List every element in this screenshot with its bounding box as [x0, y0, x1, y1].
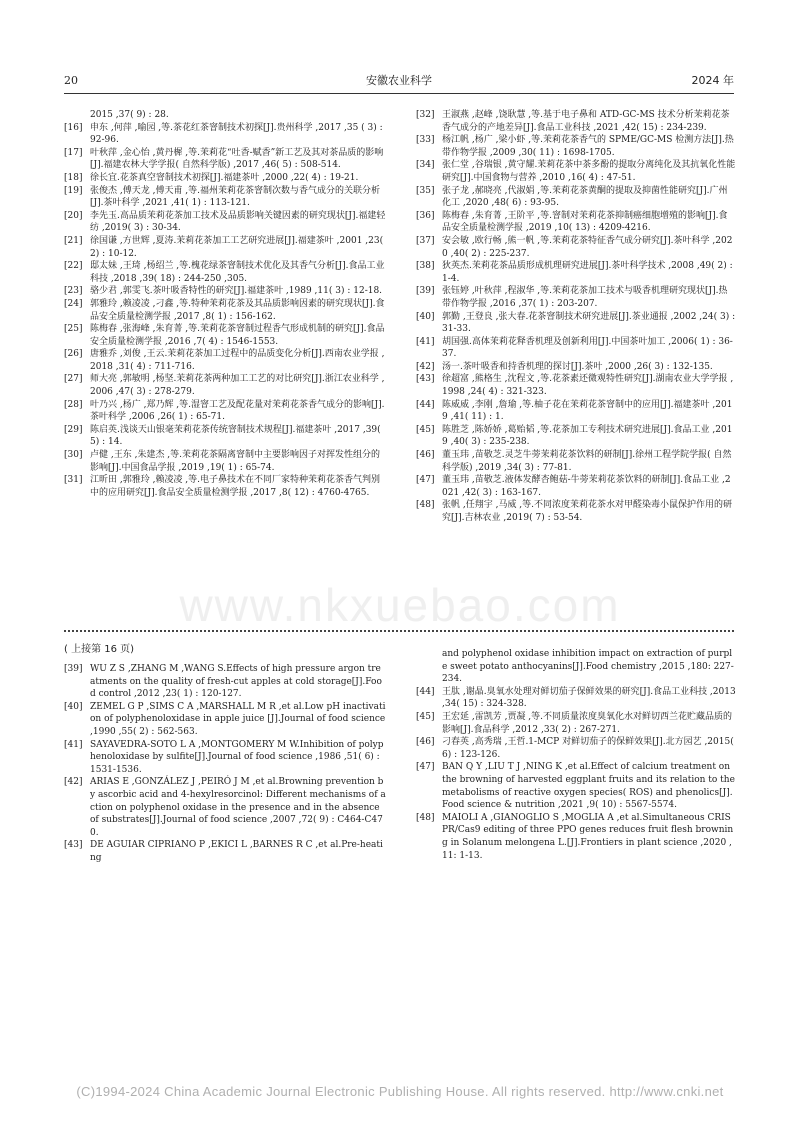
reference-text: 徐国谦 ,方世辉 ,夏涛.茉莉花茶加工工艺研究进展[J].福建茶叶 ,2001 ,23( 2) : 10-12.: [90, 235, 384, 259]
reference-number: [31]: [64, 475, 83, 486]
reference-number: [21]: [64, 235, 83, 246]
reference-text: ZEMEL G P ,SIMS C A ,MARSHALL M R ,et al.Low pH inactivation of polyphenoloxidase in apple juice [J].Journal of food science ,1990 ,55( 2) : 562-563.: [90, 701, 386, 737]
continued-from-label: ( 上接第 16 页): [64, 644, 135, 655]
reference-entry: [64, 373, 386, 398]
reference-number: [44]: [416, 686, 435, 697]
reference-text: 李先玉.高品质茉莉花茶加工技术及品质影响关键因素的研究现状[J].福建轻纺 ,2019( 3) : 30-34.: [90, 210, 386, 234]
reference-text: 卢健 ,王东 ,朱建杰 ,等.茉莉花茶隔离窨制中主要影响因子对挥发性组分的影响[J].中国食品学报 ,2019 ,19( 1) : 65-74.: [90, 450, 381, 473]
reference-entry: [64, 260, 386, 285]
reference-number: [43]: [416, 374, 435, 385]
reference-text: 王淑燕 ,赵峰 ,饶耿慧 ,等.基于电子鼻和 ATD-GC-MS 技术分析茉莉花茶香气成分的产地差异[J].食品工业科技 ,2021 ,42( 15) : 234-239.: [442, 110, 730, 133]
reference-entry: [64, 776, 386, 839]
reference-number: [42]: [64, 777, 83, 788]
reference-entry: [416, 159, 736, 184]
reference-text: SAYAVEDRA-SOTO L A ,MONTGOMERY M W.Inhibition of polyphenoloxidase by sulfite[J].Journal of food science ,1986 ,51( 6) : 1531-1536.: [90, 739, 384, 775]
header-rule: [64, 93, 734, 94]
reference-entry: [416, 399, 736, 424]
reference-entry: [416, 336, 736, 361]
reference-entry: [64, 399, 386, 424]
reference-number: [19]: [64, 185, 83, 196]
reference-entry: [416, 812, 736, 862]
reference-entry: [416, 210, 736, 235]
reference-text: 狄英杰.茉莉花茶品质形成机理研究进展[J].茶叶科学技术 ,2008 ,49( 2) : 1-4.: [442, 261, 733, 284]
reference-number: [37]: [416, 235, 435, 246]
reference-text: 邸太妹 ,王琦 ,杨绍兰 ,等.槐花绿茶窨制技术优化及其香气分析[J].食品工业科技 ,2018 ,39( 18) : 244-250 ,305.: [90, 261, 385, 284]
reference-entry: [64, 235, 386, 260]
reference-text: 张仁堂 ,谷瑞银 ,黄守耀.茉莉花茶中茶多酚的提取分离纯化及其抗氧化性能研究[J].中国食物与营养 ,2010 ,16( 4) : 47-51.: [442, 160, 736, 183]
reference-text: 骆少君 ,郭雯飞.茶叶吸香特性的研究[J].福建茶叶 ,1989 ,11( 3) : 12-18.: [90, 286, 383, 297]
reference-entry: [64, 285, 386, 298]
reference-text: 安会敏 ,欧行畅 ,熊一帆 ,等.茉莉花茶特征香气成分研究[J].茶叶科学 ,2020 ,40( 2) : 225-237.: [442, 235, 733, 259]
reference-entry: [416, 686, 736, 711]
reference-number: [34]: [416, 160, 435, 171]
reference-entry: [64, 474, 386, 499]
reference-number: [33]: [416, 135, 435, 146]
reference-number: [20]: [64, 210, 83, 221]
reference-number: [18]: [64, 172, 83, 183]
reference-entry: [64, 348, 386, 373]
reference-entry: [64, 739, 386, 777]
reference-number: [48]: [416, 812, 435, 823]
reference-number: [23]: [64, 286, 83, 297]
reference-entry: [416, 449, 736, 474]
journal-title: 安徽农业科学: [366, 74, 432, 87]
reference-entry: [64, 185, 386, 210]
reference-entry: [416, 260, 736, 285]
reference-text: 汤一.茶叶吸香和持香机理的探讨[J].茶叶 ,2000 ,26( 3) : 132-135.: [442, 361, 713, 372]
reference-number: [39]: [416, 286, 435, 297]
reference-text: 陈胜芝 ,陈娇娇 ,葛贻韬 ,等.花茶加工专利技术研究进展[J].食品工业 ,2019 ,40( 3) : 235-238.: [442, 424, 733, 448]
reference-number: [45]: [416, 711, 435, 722]
reference-entry: [416, 474, 736, 499]
reference-text: 董玉玮 ,苗敬芝.液体发酵杏鲍菇-牛蒡茉莉花茶饮料的研制[J].食品工业 ,2021 ,42( 3) : 163-167.: [442, 475, 731, 498]
reference-number: [38]: [416, 261, 435, 272]
copyright-footer: (C)1994-2024 China Academic Journal Electronic Publishing House. All rights reserved. http://www.cnki.net: [76, 1084, 724, 1099]
reference-number: [43]: [64, 840, 83, 851]
continued-references-right-column: [416, 648, 736, 862]
reference-number: [35]: [416, 185, 435, 196]
reference-number: [24]: [64, 298, 83, 309]
reference-number: [29]: [64, 424, 83, 435]
reference-text: DE AGUIAR CIPRIANO P ,EKICI L ,BARNES R C ,et al.Pre-heating: [90, 840, 383, 863]
reference-entry: [416, 235, 736, 260]
reference-entry: [64, 122, 386, 147]
reference-text: 刁春英 ,高秀瑞 ,王哲.1-MCP 对鲜切茄子的保鲜效果[J].北方园艺 ,2015( 6) : 123-126.: [442, 737, 734, 760]
reference-number: [16]: [64, 122, 83, 133]
reference-text: 徐长宜.花茶真空窨制技术初探[J].福建茶叶 ,2000 ,22( 4) : 19-21.: [90, 172, 359, 183]
reference-text: 陈梅春 ,朱育菁 ,王阶平 ,等.窨制对茉莉花茶抑制癌细胞增殖的影响[J].食品安全质量检测学报 ,2019 ,10( 13) : 4209-4216.: [442, 210, 728, 234]
reference-text: 杨江帆 ,杨广 ,梁小虾 ,等.茉莉花茶香气的 SPME/GC-MS 检测方法[J].热带作物学报 ,2009 ,30( 11) : 1698-1705.: [442, 135, 734, 158]
reference-number: [39]: [64, 664, 83, 674]
reference-number: [47]: [416, 475, 435, 486]
watermark: www.nkxuebao.com: [179, 579, 621, 631]
reference-number: [40]: [64, 701, 83, 712]
reference-number: [41]: [64, 739, 83, 750]
reference-entry: [416, 499, 736, 524]
reference-entry: [64, 172, 386, 185]
reference-text: 陈梅春 ,张海峰 ,朱育菁 ,等.茉莉花茶窨制过程香气形成机制的研究[J].食品安全质量检测学报 ,2016 ,7( 4) : 1546-1553.: [90, 324, 385, 347]
reference-number: [44]: [416, 399, 435, 410]
reference-number: [25]: [64, 324, 83, 335]
reference-entry: [416, 185, 736, 210]
reference-entry: [64, 424, 386, 449]
reference-entry: [416, 109, 736, 134]
reference-text: 张钰婷 ,叶秋萍 ,程淑华 ,等.茉莉花茶加工技术与吸香机理研究现状[J].热带作物学报 ,2016 ,37( 1) : 203-207.: [442, 286, 728, 309]
reference-number: [27]: [64, 374, 83, 385]
reference-number: [41]: [416, 336, 435, 347]
reference-entry: [64, 147, 386, 172]
reference-entry: [64, 701, 386, 739]
reference-text: 张子龙 ,郝晓亮 ,代淑娟 ,等.茉莉花茶黄酮的提取及抑菌性能研究[J].广州化工 ,2020 ,48( 6) : 93-95.: [442, 185, 728, 209]
reference-entry: [416, 711, 736, 736]
publication-year: 2024 年: [691, 74, 734, 87]
reference-number: [32]: [416, 110, 435, 120]
reference-number: [40]: [416, 311, 435, 322]
page-header: [64, 71, 734, 91]
reference-text: 2015 ,37( 9) : 28.: [90, 110, 169, 120]
reference-number: [47]: [416, 762, 435, 773]
reference-text: 胡国强.高体茉莉花释香机理及创新利用[J].中国茶叶加工 ,2006( 1) : 36-37.: [442, 336, 733, 360]
reference-text: 江昕田 ,郭雅玲 ,赖凌凌 ,等.电子鼻技术在不同厂家特种茉莉花茶香气判别中的应用研究[J].食品安全质量检测学报 ,2017 ,8( 12) : 4760-4765.: [90, 475, 381, 498]
reference-entry: [64, 839, 386, 864]
reference-entry: [64, 663, 386, 701]
reference-entry: [416, 311, 736, 336]
reference-entry: [64, 109, 386, 122]
section-divider: [64, 630, 734, 632]
reference-number: [45]: [416, 424, 435, 435]
reference-number: [28]: [64, 399, 83, 410]
page-number: 20: [64, 74, 78, 87]
reference-entry: [416, 424, 736, 449]
reference-entry: [416, 361, 736, 374]
reference-text: 叶乃兴 ,杨广 ,郑乃辉 ,等.湿窨工艺及配花量对茉莉花茶香气成分的影响[J].茶叶科学 ,2006 ,26( 1) : 65-71.: [90, 399, 385, 423]
reference-text: 王肽 ,谢晶.臭氧水处理对鲜切茄子保鲜效果的研究[J].食品工业科技 ,2013 ,34( 15) : 324-328.: [442, 686, 736, 710]
reference-entry: [64, 298, 386, 323]
reference-text: 张帆 ,任翔宇 ,马威 ,等.不同浓度茉莉花茶水对甲醛染毒小鼠保护作用的研究[J].吉林农业 ,2019( 7) : 53-54.: [442, 500, 733, 523]
reference-entry: [416, 134, 736, 159]
reference-number: [26]: [64, 349, 83, 360]
reference-number: [48]: [416, 500, 435, 511]
reference-text: BAN Q Y ,LIU T J ,NING K ,et al.Effect of calcium treatment on the browning of harvested eggplant fruits and its relation to the metabolisms of reactive oxygen species( ROS) and phenolics[J].Food science & nutrition ,2021 ,9( 10) : 5567-5574.: [442, 762, 735, 811]
reference-number: [46]: [416, 737, 435, 748]
reference-text: 徐超富 ,熊格生 ,沈程文 ,等.花茶素还微观特性研究[J].湖南农业大学学报 ,1998 ,24( 4) : 321-323.: [442, 374, 734, 398]
reference-number: [46]: [416, 450, 435, 461]
reference-text: WU Z S ,ZHANG M ,WANG S.Effects of high pressure argon treatments on the quality of fresh-cut apples at cold storage[J].Food control ,2012 ,23( 1) : 120-127.: [90, 664, 382, 700]
continued-references-left-column: [64, 663, 386, 865]
reference-text: 王宏延 ,雷凯芳 ,贾凝 ,等.不同质量浓度臭氧化水对鲜切西兰花贮藏品质的影响[J].食品科学 ,2012 ,33( 2) : 267-271.: [442, 711, 733, 735]
reference-entry: [416, 736, 736, 761]
reference-number: [42]: [416, 361, 435, 372]
reference-text: ARIAS E ,GONZÁLEZ J ,PEIRÓ J M ,et al.Browning prevention by ascorbic acid and 4-hexylresorcinol: Different mechanisms of action on polyphenol oxidase in the presence and in the absence of substrates[J].Journal of food science ,2007 ,72( 9) : C464-C470.: [90, 777, 386, 838]
reference-number: [22]: [64, 261, 83, 272]
reference-entry: [64, 323, 386, 348]
reference-text: and polyphenol oxidase inhibition impact on extraction of purple sweet potato anthocyanins[J].Food chemistry ,2015 ,180: 227-234.: [442, 649, 734, 685]
reference-text: 师大亮 ,郭敏明 ,杨坚.茉莉花茶两种加工工艺的对比研究[J].浙江农业科学 ,2006 ,47( 3) : 278-279.: [90, 374, 385, 398]
reference-entry: [416, 648, 736, 686]
reference-text: 唐雅乔 ,刘俊 ,王云.茉莉花茶加工过程中的品质变化分析[J].西南农业学报 ,2018 ,31( 4) : 711-716.: [90, 349, 385, 372]
reference-entry: [416, 285, 736, 310]
reference-text: 叶秋萍 ,金心怡 ,黄丹樨 ,等.茉莉花“吐香-赋香”新工艺及其对茶品质的影响[J].福建农林大学学报( 自然科学版) ,2017 ,46( 5) : 508-514.: [90, 147, 384, 171]
reference-text: 董玉玮 ,苗敬芝.灵芝牛蒡茉莉花茶饮料的研制[J].徐州工程学院学报( 自然科学版) ,2019 ,34( 3) : 77-81.: [442, 450, 732, 473]
references-right-column: [416, 109, 736, 525]
reference-entry: [64, 449, 386, 474]
reference-text: 郭雅玲 ,赖凌凌 ,刁鑫 ,等.特种茉莉花茶及其品质影响因素的研究现状[J].食品安全质量检测学报 ,2017 ,8( 1) : 156-162.: [90, 298, 385, 322]
reference-text: 陈启英.浅谈天山银毫茉莉花茶传统窨制技术规程[J].福建茶叶 ,2017 ,39( 5) : 14.: [90, 424, 381, 448]
references-left-column: [64, 109, 386, 499]
reference-text: 申东 ,何萍 ,喻园 ,等.茶花红茶窨制技术初探[J].贵州科学 ,2017 ,35 ( 3) : 92-96.: [90, 122, 383, 146]
reference-text: 张俊杰 ,傅天龙 ,傅天甫 ,等.福州茉莉花茶窨制次数与香气成分的关联分析[J].茶叶科学 ,2021 ,41( 1) : 113-121.: [90, 185, 381, 209]
reference-text: 陈威威 ,李刚 ,詹瑜 ,等.柚子花在茉莉花茶窨制中的应用[J].福建茶叶 ,2019 ,41( 11) : 1.: [442, 399, 733, 423]
reference-number: [30]: [64, 450, 83, 461]
reference-number: [17]: [64, 147, 83, 158]
reference-number: [36]: [416, 210, 435, 221]
reference-entry: [416, 373, 736, 398]
reference-entry: [416, 761, 736, 811]
reference-entry: [64, 210, 386, 235]
reference-text: 郭勤 ,王登良 ,张大春.花茶窨制技术研究进展[J].茶业通报 ,2002 ,24( 3) : 31-33.: [442, 311, 736, 335]
reference-text: MAIOLI A ,GIANOGLIO S ,MOGLIA A ,et al.Simultaneous CRISPR/Cas9 editing of three PPO genes reduces fruit flesh browning in Solanum melongena L.[J].Frontiers in plant science ,2020 ,11: 1-13.: [442, 812, 734, 861]
